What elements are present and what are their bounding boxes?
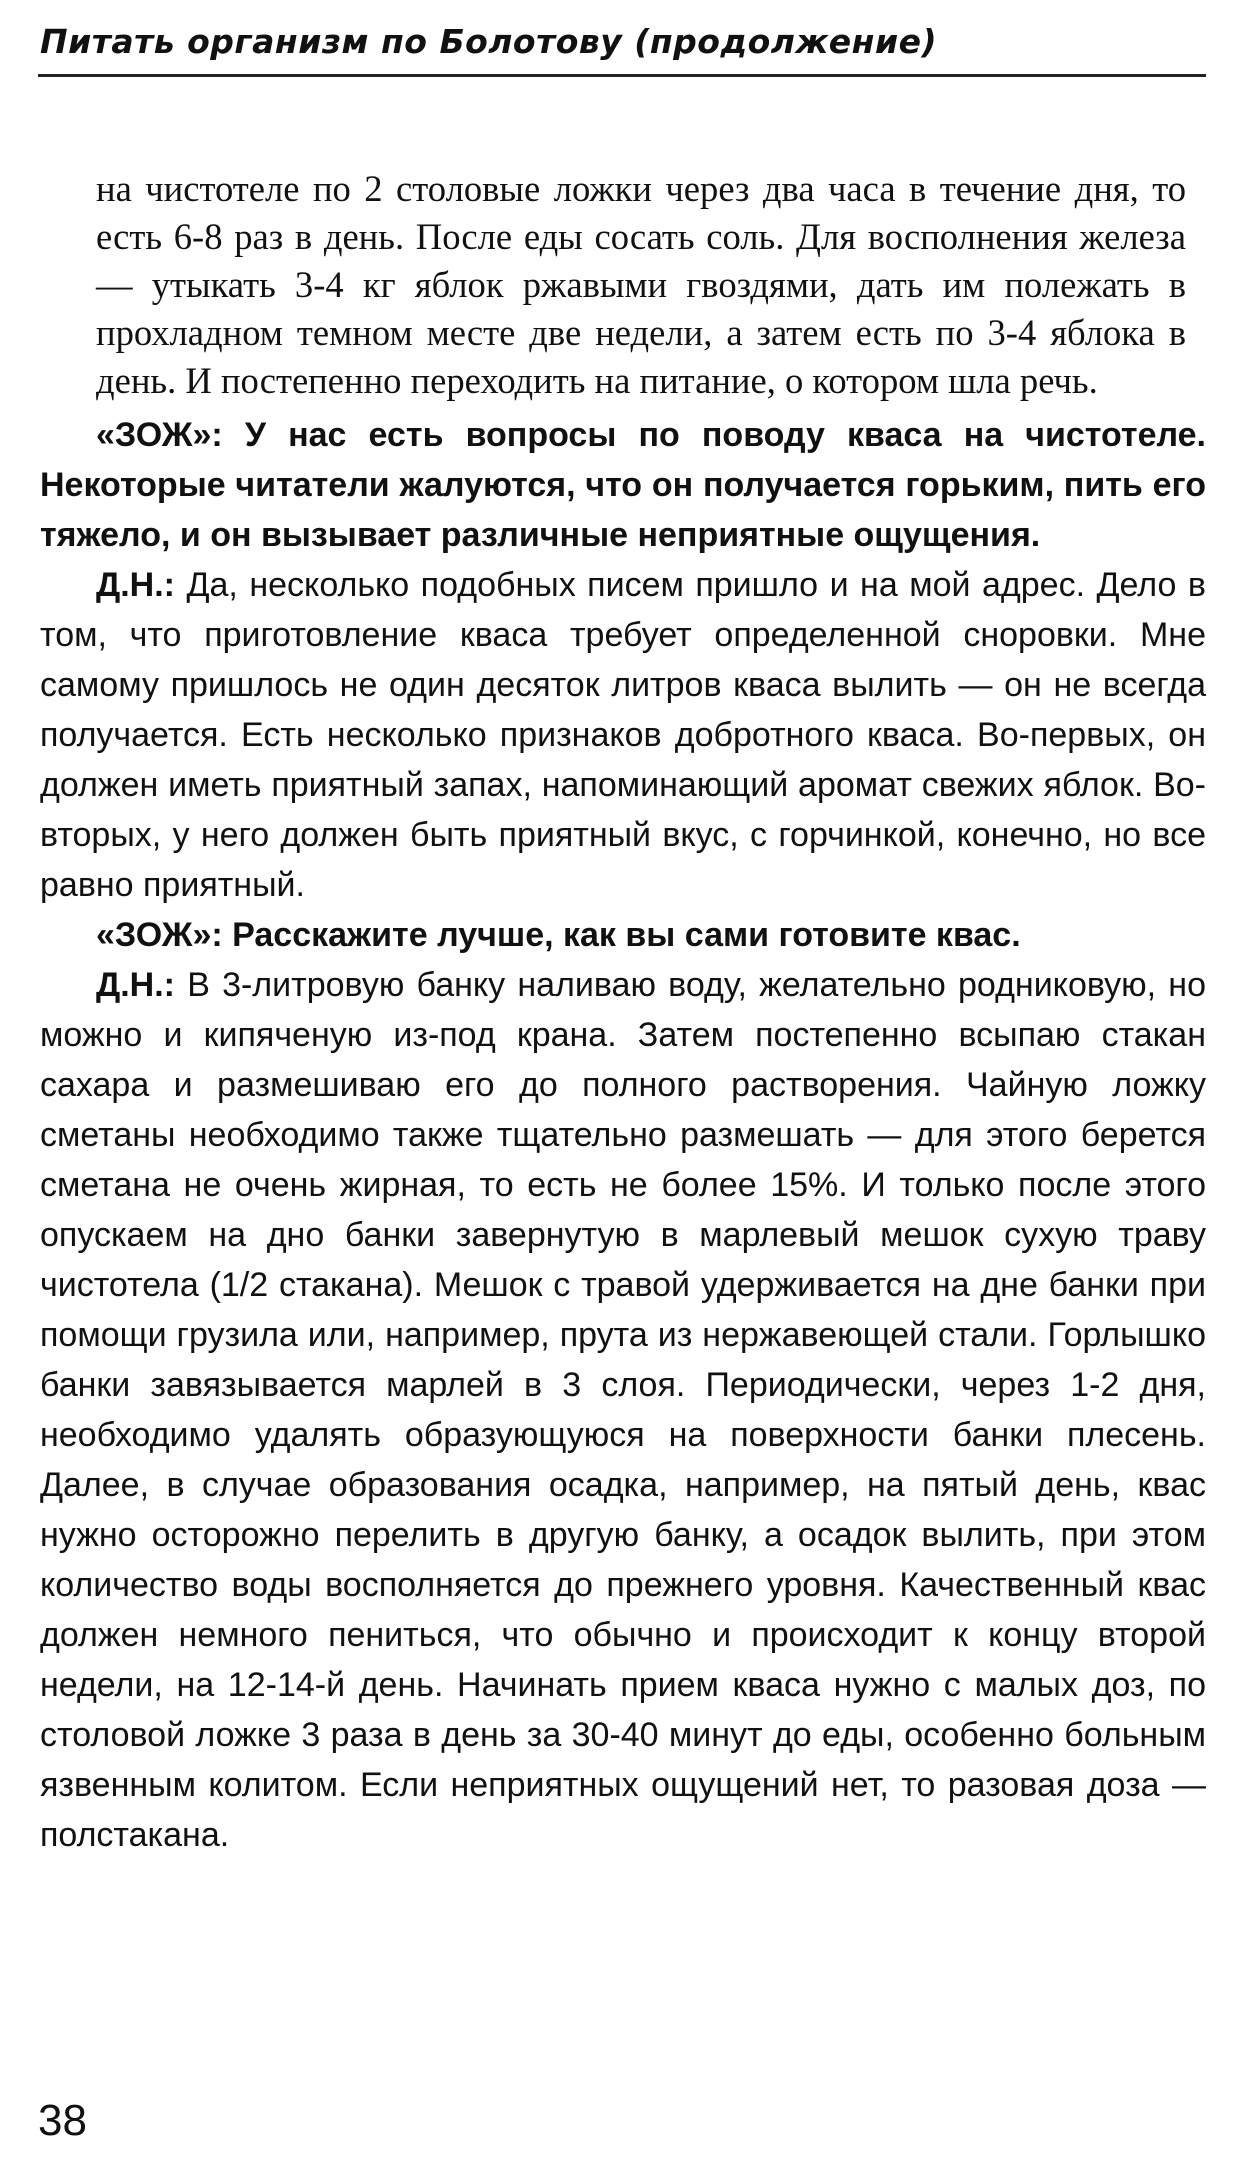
answer-1 [40,560,1206,910]
answer-text: Да, несколько подобных писем пришло и на мой адрес. Дело в том, что приготовление кваса требует определенной сноровки. Мне самому пришлось не один десяток литров кваса вылить — он не всегда получается. Есть несколько признаков добротного кваса. Во-первых, он должен иметь приятный запах, напоминающий аромат свежих яблок. Во-вторых, у него должен быть приятный вкус, с горчинкой, конечно, но все равно приятный. [40,566,1206,904]
answer-text: В 3-литровую банку наливаю воду, желательно родниковую, но можно и кипяченую из-под крана. Затем постепенно всыпаю стакан сахара и размешиваю его до полного растворения. Чайную ложку сметаны необходимо также тщательно размешать — для этого берется сметана не очень жирная, то есть не более 15%. И только после этого опускаем на дно банки завернутую в марлевый мешок сухую траву чистотела (1/2 стакана). Мешок с травой удерживается на дне банки при помощи грузила или, например, прута из нержавеющей стали. Горлышко банки завязывается марлей в 3 слоя. Периодически, через 1-2 дня, необходимо удалять образующуюся на поверхности банки плесень. Далее, в случае образования осадка, например, на пятый день, квас нужно осторожно перелить в другую банку, а осадок вылить, при этом количество воды восполняется до прежнего уровня. Качественный квас должен немного пениться, что обычно и происходит к концу второй недели, на 12-14-й день. Начинать прием кваса нужно с малых доз, по столовой ложке 3 раза в день за 30-40 минут до еды, особенно больным язвенным колитом. Если неприятных ощущений нет, то разовая доза — полстакана. [40,966,1206,1854]
running-header: Питать организм по Болотову (продолжение) [40,22,938,61]
question-2: «ЗОЖ»: Расскажите лучше, как вы сами готовите квас. [96,916,1021,954]
interview-body [40,410,1206,1860]
speaker-label: Д.Н.: [96,566,175,604]
intro-paragraph: на чистотеле по 2 столовые ложки через два часа в течение дня, то есть 6-8 раз в день. После еды сосать соль. Для восполнения железа — утыкать 3-4 кг яблок ржавыми гвоздями, дать им полежать в прохладном темном месте две недели, а затем есть по 3-4 яблока в день. И постепенно переходить на питание, о котором шла речь. [96,167,1186,401]
answer-2 [40,960,1206,1860]
question-1: «ЗОЖ»: У нас есть вопросы по поводу кваса на чистотеле. Некоторые читатели жалуются, что он получается горьким, пить его тяжело, и он вызывает различные неприятные ощущения. [40,416,1206,554]
page-number: 38 [38,2096,87,2145]
header-rule [38,74,1206,77]
speaker-label: Д.Н.: [96,966,175,1004]
